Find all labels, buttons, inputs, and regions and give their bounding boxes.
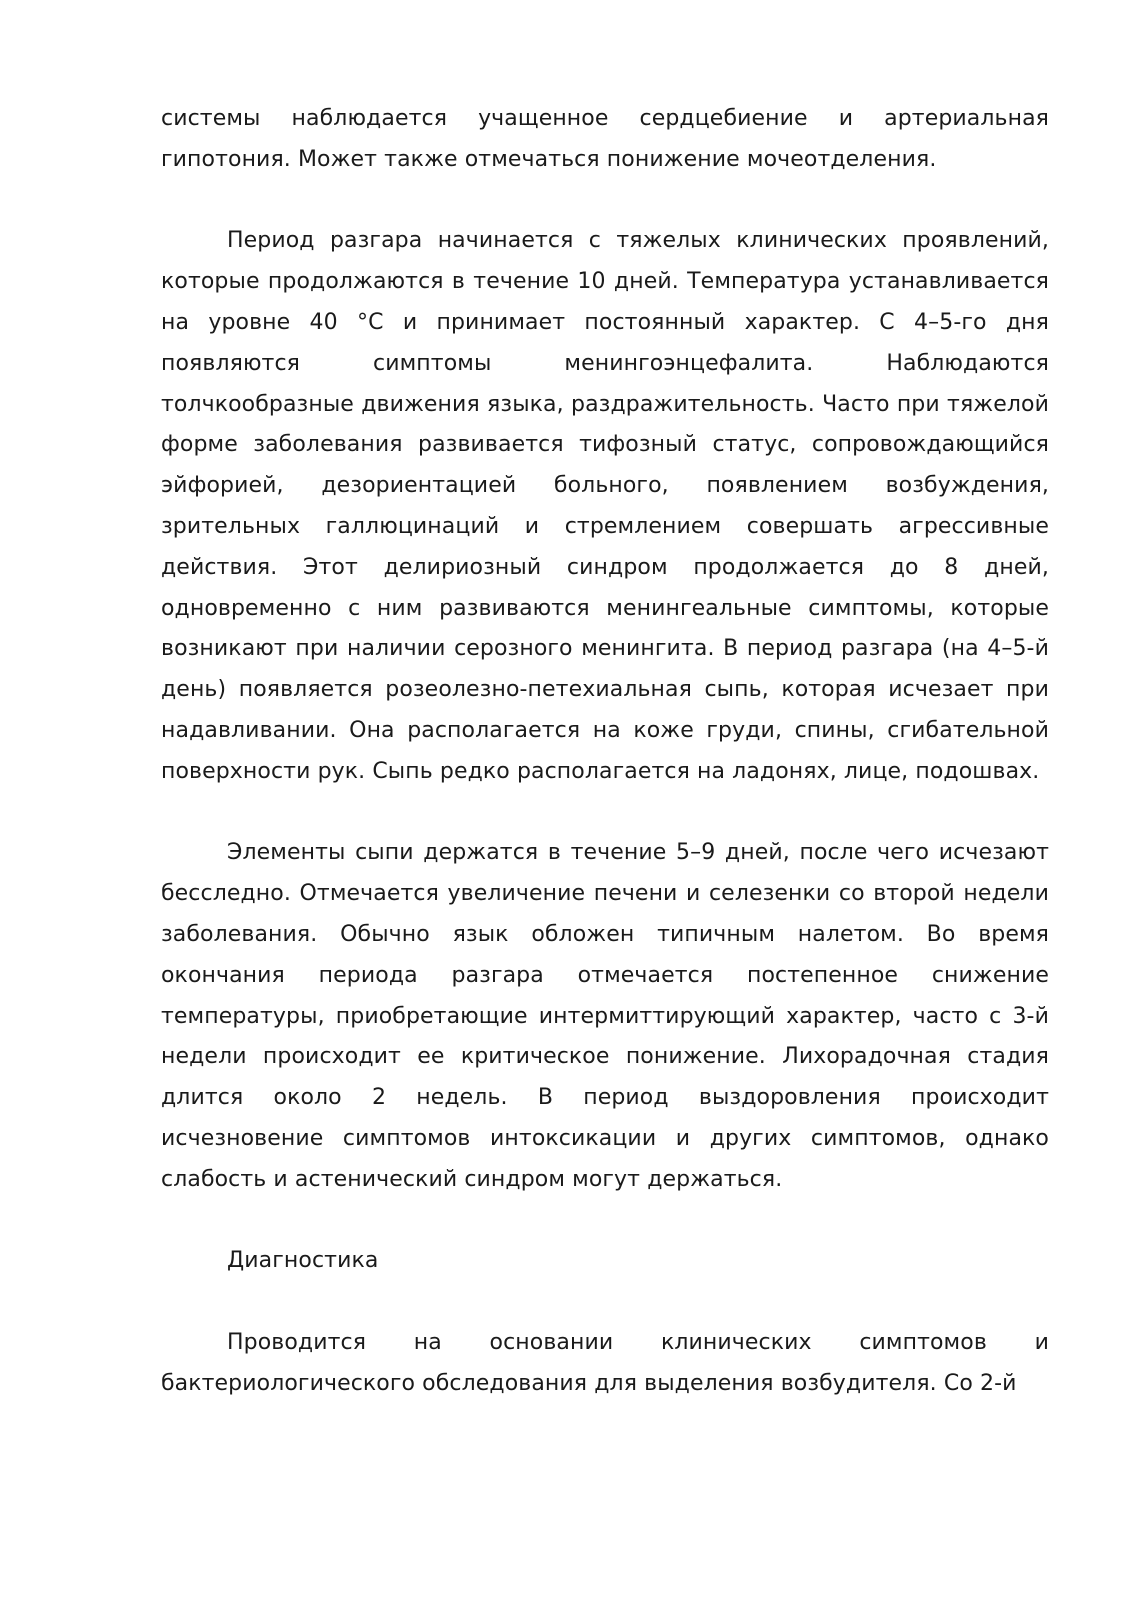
paragraph-gap — [161, 1201, 1049, 1242]
paragraph-gap — [161, 793, 1049, 834]
document-page — [161, 99, 1049, 1405]
paragraph-continuation: системы наблюдается учащенное сердцебиение и артериальная гипотония. Может также отмечаться понижение мочеотделения. — [161, 106, 1049, 172]
paragraph-peak-period: Период разгара начинается с тяжелых клинических проявлений, которые продолжаются в течение 10 дней. Температура устанавливается на уровне 40 °С и принимает постоянный характер. С 4–5-го дня появляются симптомы менингоэнцефалита. Наблюдаются толчкообразные движения языка, раздражительность. Часто при тяжелой форме заболевания развивается тифозный статус, сопровождающийся эйфорией, дезориентацией больного, появлением возбуждения, зрительных галлюцинаций и стремлением совершать агрессивные действия. Этот делириозный синдром продолжается до 8 дней, одновременно с ним развиваются менингеальные симптомы, которые возникают при наличии серозного менингита. В период разгара (на 4–5-й день) появляется розеолезно-петехиальная сыпь, которая исчезает при надавливании. Она располагается на коже груди, спины, сгибательной поверхности рук. Сыпь редко располагается на ладонях, лице, подошвах. — [161, 228, 1049, 784]
paragraph-gap — [161, 181, 1049, 222]
paragraph-rash-elements: Элементы сыпи держатся в течение 5–9 дней, после чего исчезают бесследно. Отмечается увеличение печени и селезенки со второй недели заболевания. Обычно язык обложен типичным налетом. Во время окончания периода разгара отмечается постепенное снижение температуры, приобретающие интермиттирующий характер, часто с 3-й недели происходит ее критическое понижение. Лихорадочная стадия длится около 2 недель. В период выздоровления происходит исчезновение симптомов интоксикации и других симптомов, однако слабость и астенический синдром могут держаться. — [161, 840, 1049, 1192]
paragraph-gap — [161, 1282, 1049, 1323]
paragraph-diagnostics: Проводится на основании клинических симптомов и бактериологического обследования для выделения возбудителя. Со 2-й — [161, 1329, 1049, 1396]
section-heading: Диагностика — [227, 1248, 379, 1274]
